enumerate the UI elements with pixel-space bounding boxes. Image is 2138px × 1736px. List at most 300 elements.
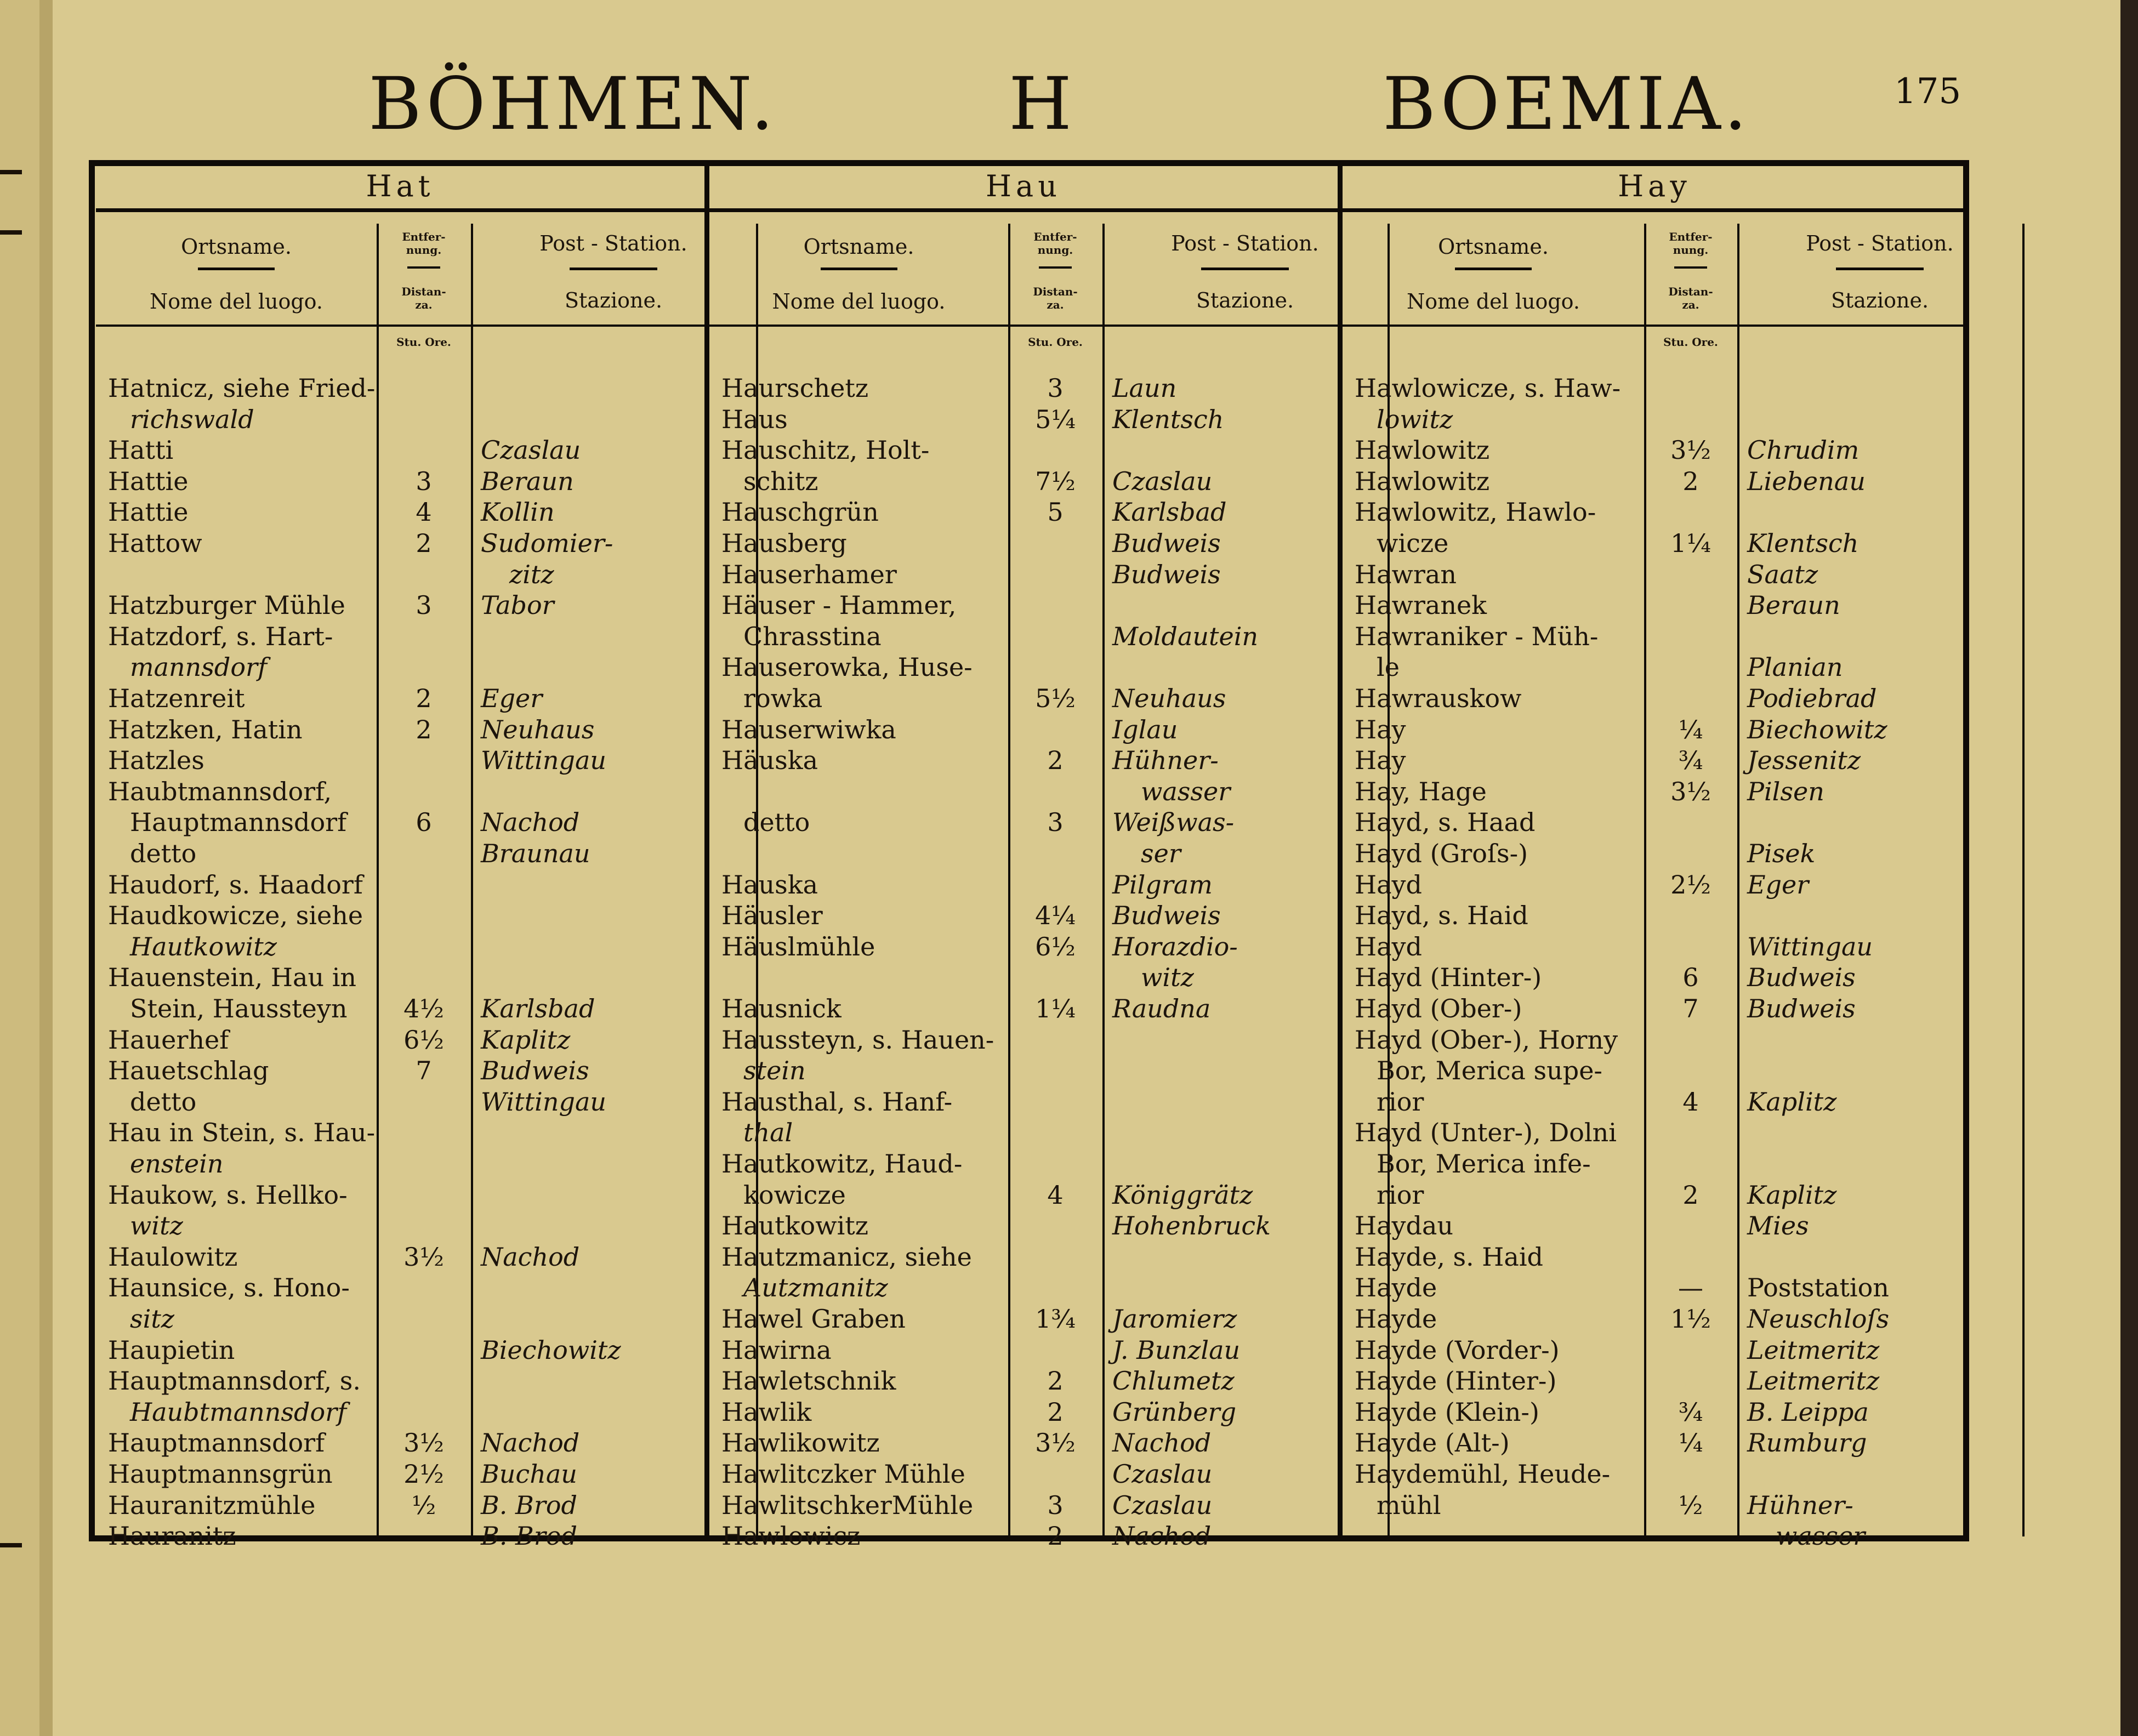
entry-row bbox=[709, 714, 1338, 745]
entry-row bbox=[1343, 993, 1966, 1024]
header-letter: H bbox=[1009, 62, 1076, 146]
place-name: Hawlowitz bbox=[1355, 466, 1490, 496]
post-station: Kaplitz bbox=[1747, 1086, 1837, 1117]
entry-row bbox=[709, 807, 1338, 838]
entry-row bbox=[709, 1086, 1338, 1117]
entry-row bbox=[709, 1055, 1338, 1086]
place-name: Hauptmannsdorf bbox=[130, 807, 347, 838]
entry-row bbox=[1343, 931, 1966, 962]
place-name: Hayde (Hinter-) bbox=[1355, 1366, 1557, 1396]
entry-row bbox=[1343, 497, 1966, 527]
entry-row bbox=[709, 1365, 1338, 1396]
entry-row bbox=[709, 1024, 1338, 1055]
place-name: Hayde, s. Haid bbox=[1355, 1242, 1543, 1272]
entry-row bbox=[1343, 559, 1966, 590]
post-station: zitz bbox=[509, 559, 554, 589]
col-post-it: Stazione. bbox=[1196, 288, 1294, 312]
place-name: detto bbox=[130, 839, 197, 868]
post-station: Czaslau bbox=[1112, 466, 1213, 496]
place-name: Hauptmannsdorf bbox=[108, 1428, 325, 1458]
post-station: Nachod bbox=[481, 807, 580, 838]
distance: 6½ bbox=[1035, 931, 1076, 961]
entry-row bbox=[709, 931, 1338, 962]
entry-row bbox=[96, 1055, 704, 1086]
entry-row bbox=[96, 1427, 704, 1458]
place-name: mannsdorf bbox=[130, 652, 268, 682]
entry-row bbox=[96, 1180, 704, 1210]
place-name: Häuska bbox=[721, 745, 818, 776]
entry-row bbox=[1343, 1304, 1966, 1334]
place-name: Hay, Hage bbox=[1355, 776, 1487, 806]
entry-row bbox=[709, 962, 1338, 993]
entry-row bbox=[96, 1242, 704, 1272]
entry-row bbox=[1343, 714, 1966, 745]
distance: ¼ bbox=[1678, 714, 1703, 744]
place-name: Stein, Haussteyn bbox=[130, 994, 348, 1023]
entry-row bbox=[1343, 435, 1966, 465]
post-station: Neuhaus bbox=[481, 714, 595, 744]
entry-row bbox=[709, 1148, 1338, 1179]
distance: 1¾ bbox=[1035, 1304, 1076, 1334]
entry-row bbox=[709, 1521, 1338, 1551]
section-divider bbox=[704, 163, 709, 1536]
col-dist-it: Distan- za. bbox=[1033, 285, 1078, 311]
entry-row bbox=[1343, 1397, 1966, 1427]
place-name: Hauschgrün bbox=[721, 497, 879, 527]
header-bottom-rule bbox=[1343, 325, 1966, 327]
entry-row bbox=[1343, 1242, 1966, 1272]
col-post-bar bbox=[1201, 267, 1289, 270]
entry-row bbox=[1343, 1272, 1966, 1303]
place-name: Hauserhamer bbox=[721, 559, 897, 589]
title-rule bbox=[1343, 208, 1966, 212]
post-station: Pilsen bbox=[1747, 776, 1824, 806]
place-name: Hayde (Vorder-) bbox=[1355, 1335, 1560, 1365]
entry-row bbox=[96, 1397, 704, 1427]
col-name-de: Ortsname. bbox=[803, 235, 914, 259]
distance: 4 bbox=[1682, 1086, 1699, 1117]
place-name: Haukow, s. Hellko- bbox=[108, 1180, 348, 1210]
place-name: mühl bbox=[1377, 1490, 1441, 1520]
place-name: Hawlowicze, s. Haw- bbox=[1355, 373, 1621, 403]
place-name: Hau in Stein, s. Hau- bbox=[108, 1118, 376, 1148]
place-name: Hayde (Klein-) bbox=[1355, 1397, 1539, 1427]
entry-row bbox=[709, 404, 1338, 435]
entry-row bbox=[96, 1304, 704, 1334]
post-station: Liebenau bbox=[1747, 466, 1866, 496]
entry-row bbox=[1343, 1024, 1966, 1055]
entry-row bbox=[1343, 590, 1966, 621]
place-name: richswald bbox=[130, 404, 254, 434]
place-name: Hawel Graben bbox=[721, 1304, 906, 1334]
post-station: wasser bbox=[1776, 1521, 1866, 1551]
entry-row bbox=[709, 745, 1338, 776]
distance: 7 bbox=[416, 1056, 432, 1086]
distance: 2½ bbox=[403, 1459, 444, 1489]
col-dist-it: Distan- za. bbox=[401, 285, 446, 311]
distance: 1¼ bbox=[1035, 994, 1076, 1023]
distance: 4 bbox=[416, 497, 432, 527]
post-station: Klentsch bbox=[1112, 404, 1224, 434]
place-name: Häuslmühle bbox=[721, 931, 875, 961]
entry-row bbox=[1343, 373, 1966, 403]
entry-row bbox=[1343, 1335, 1966, 1365]
post-station: Tabor bbox=[481, 590, 554, 621]
entry-row bbox=[1343, 404, 1966, 435]
col-name-de: Ortsname. bbox=[181, 235, 292, 259]
place-name: Haussteyn, s. Hauen- bbox=[721, 1024, 994, 1055]
place-name: Hatzles bbox=[108, 745, 204, 776]
entry-row bbox=[96, 1024, 704, 1055]
entry-row bbox=[96, 435, 704, 465]
post-station: Czaslau bbox=[481, 435, 581, 465]
place-name: Hatzken, Hatin bbox=[108, 714, 303, 744]
distance: 3 bbox=[416, 590, 432, 621]
place-name: Bor, Merica supe- bbox=[1377, 1056, 1602, 1086]
post-station: Poststation bbox=[1747, 1273, 1889, 1303]
entry-row bbox=[1343, 776, 1966, 807]
entry-row bbox=[1343, 1086, 1966, 1117]
col-post-bar bbox=[570, 267, 657, 270]
place-name: Haudorf, s. Haadorf bbox=[108, 869, 363, 900]
post-station: Budweis bbox=[1747, 963, 1856, 993]
post-station: Moldautein bbox=[1112, 621, 1259, 651]
col-name-bar bbox=[1455, 267, 1532, 270]
distance: 3½ bbox=[403, 1242, 444, 1272]
place-name: kowicze bbox=[743, 1180, 846, 1210]
entry-row bbox=[96, 1365, 704, 1396]
facing-page-edge bbox=[0, 0, 42, 1736]
distance: 2 bbox=[416, 714, 432, 744]
entry-row bbox=[1343, 1521, 1966, 1551]
place-name: Hauserwiwka bbox=[721, 714, 896, 744]
place-name: Hattow bbox=[108, 528, 202, 558]
place-name: Chrasstina bbox=[743, 621, 882, 651]
entry-row bbox=[1343, 1148, 1966, 1179]
place-name: Hatnicz, siehe Fried- bbox=[108, 373, 376, 403]
distance: 2½ bbox=[1670, 869, 1711, 900]
section-title: Hay bbox=[1618, 169, 1691, 203]
post-station: B. Brod bbox=[481, 1521, 577, 1551]
distance: ½ bbox=[1678, 1490, 1703, 1520]
entry-row bbox=[709, 1397, 1338, 1427]
place-name: Hattie bbox=[108, 466, 189, 496]
place-name: Hausthal, s. Hanf- bbox=[721, 1086, 953, 1117]
col-dist-it: Distan- za. bbox=[1668, 285, 1713, 311]
post-station: Biechowitz bbox=[1747, 714, 1887, 744]
entry-row bbox=[96, 1272, 704, 1303]
place-name: Hayd (Groſs-) bbox=[1355, 839, 1528, 868]
entry-row bbox=[709, 621, 1338, 652]
place-name: Hawranek bbox=[1355, 590, 1487, 621]
entry-row bbox=[96, 404, 704, 435]
col-dist-bar bbox=[1674, 266, 1707, 269]
entry-row bbox=[709, 1117, 1338, 1148]
place-name: Hauptmannsdorf, s. bbox=[108, 1366, 361, 1396]
place-name: schitz bbox=[743, 466, 818, 496]
distance: 5¼ bbox=[1035, 404, 1076, 434]
post-station: Czaslau bbox=[1112, 1490, 1213, 1520]
place-name: Häuser - Hammer, bbox=[721, 590, 957, 621]
distance: ¾ bbox=[1678, 745, 1703, 776]
col-post-de: Post - Station. bbox=[1171, 231, 1319, 255]
entry-row bbox=[1343, 900, 1966, 931]
entry-row bbox=[96, 621, 704, 652]
post-station: Beraun bbox=[1747, 590, 1840, 621]
col-name-it: Nome del luogo. bbox=[1407, 289, 1580, 314]
post-station: Podiebrad bbox=[1747, 684, 1877, 713]
entry-row bbox=[709, 1335, 1338, 1365]
entry-row bbox=[1343, 621, 1966, 652]
place-name: Hattie bbox=[108, 497, 189, 527]
column-rule bbox=[2022, 224, 2025, 1536]
col-post-de: Post - Station. bbox=[1806, 231, 1954, 255]
post-station: Eger bbox=[481, 684, 543, 713]
section-hay bbox=[1343, 163, 1966, 1551]
place-name: sitz bbox=[130, 1304, 175, 1334]
post-station: wasser bbox=[1141, 776, 1231, 806]
entry-row bbox=[96, 714, 704, 745]
place-name: Hawletschnik bbox=[721, 1366, 896, 1396]
place-name: Hawlowitz, Hawlo- bbox=[1355, 497, 1596, 527]
place-name: Hayd (Hinter-) bbox=[1355, 963, 1542, 993]
post-station: Biechowitz bbox=[481, 1335, 621, 1365]
entry-row bbox=[1343, 807, 1966, 838]
post-station: Karlsbad bbox=[481, 994, 595, 1023]
place-name: Autzmanitz bbox=[743, 1273, 888, 1303]
place-name: Hautkowitz bbox=[130, 931, 277, 961]
post-station: Jaromierz bbox=[1112, 1304, 1237, 1334]
place-name: Hay bbox=[1355, 714, 1406, 744]
entry-row bbox=[1343, 652, 1966, 682]
place-name: Haubtmannsdorf, bbox=[108, 776, 332, 806]
distance: 1¼ bbox=[1670, 528, 1711, 558]
col-post-it: Stazione. bbox=[564, 288, 663, 312]
distance: 3 bbox=[1047, 1490, 1064, 1520]
entry-row bbox=[709, 1242, 1338, 1272]
post-station: Klentsch bbox=[1747, 528, 1859, 558]
entry-row bbox=[1343, 1365, 1966, 1396]
post-station: B. Leippa bbox=[1747, 1397, 1869, 1427]
place-name: Hawlowitz bbox=[1355, 435, 1490, 465]
distance: 2 bbox=[1047, 1397, 1064, 1427]
post-station: Czaslau bbox=[1112, 1459, 1213, 1489]
col-dist-unit: Stu. Ore. bbox=[396, 335, 451, 349]
post-station: Hühner- bbox=[1747, 1490, 1853, 1520]
distance: ½ bbox=[411, 1490, 436, 1520]
entry-row bbox=[96, 652, 704, 682]
place-name: Hautkowitz bbox=[721, 1211, 869, 1241]
place-name: Hawirna bbox=[721, 1335, 832, 1365]
col-name-it: Nome del luogo. bbox=[772, 289, 946, 314]
entry-row bbox=[709, 590, 1338, 621]
title-rule bbox=[96, 208, 704, 212]
post-station: witz bbox=[1141, 963, 1194, 993]
entry-row bbox=[1343, 838, 1966, 869]
post-station: Karlsbad bbox=[1112, 497, 1227, 527]
entry-row bbox=[1343, 1427, 1966, 1458]
distance: 3 bbox=[416, 466, 432, 496]
post-station: Iglau bbox=[1112, 714, 1178, 744]
post-station: Buchau bbox=[481, 1459, 577, 1489]
post-station: Hohenbruck bbox=[1112, 1211, 1271, 1241]
post-station: Kollin bbox=[481, 497, 555, 527]
post-station: Neuschloſs bbox=[1747, 1304, 1890, 1334]
place-name: Hawlowicz bbox=[721, 1521, 861, 1551]
post-station: Leitmeritz bbox=[1747, 1335, 1880, 1365]
place-name: Haudkowicze, siehe bbox=[108, 901, 363, 931]
place-name: Hatzdorf, s. Hart- bbox=[108, 621, 333, 651]
entry-row bbox=[1343, 528, 1966, 559]
distance: 4 bbox=[1047, 1180, 1064, 1210]
entry-row bbox=[96, 1148, 704, 1179]
place-name: rior bbox=[1377, 1086, 1424, 1117]
section-title: Hat bbox=[366, 169, 435, 203]
place-name: Hatti bbox=[108, 435, 174, 465]
distance: 2 bbox=[1682, 1180, 1699, 1210]
distance: 3½ bbox=[1035, 1428, 1076, 1458]
place-name: Hawlikowitz bbox=[721, 1428, 880, 1458]
entry-row bbox=[96, 528, 704, 559]
entry-row bbox=[1343, 962, 1966, 993]
post-station: Braunau bbox=[481, 839, 590, 868]
entry-row bbox=[96, 559, 704, 590]
post-station: Laun bbox=[1112, 373, 1177, 403]
place-name: Bor, Merica infe- bbox=[1377, 1149, 1591, 1179]
place-name: Hayde bbox=[1355, 1273, 1437, 1303]
entry-row bbox=[1343, 745, 1966, 776]
place-name: HawlitschkerMühle bbox=[721, 1490, 974, 1520]
title-rule bbox=[709, 208, 1338, 212]
col-name-bar bbox=[198, 267, 275, 270]
place-name: Hauptmannsgrün bbox=[108, 1459, 333, 1489]
post-station: Kaplitz bbox=[481, 1024, 571, 1055]
place-name: Hayd bbox=[1355, 869, 1422, 900]
entry-row bbox=[96, 1521, 704, 1551]
header-bottom-rule bbox=[96, 325, 704, 327]
post-station: Jessenitz bbox=[1747, 745, 1861, 776]
place-name: Hayd (Ober-) bbox=[1355, 994, 1522, 1023]
entry-row bbox=[96, 962, 704, 993]
col-dist-bar bbox=[1039, 266, 1072, 269]
header-bottom-rule bbox=[709, 325, 1338, 327]
page-edge bbox=[2120, 0, 2138, 1736]
entry-row bbox=[96, 776, 704, 807]
place-name: Hawlitczker Mühle bbox=[721, 1459, 965, 1489]
section-title: Hau bbox=[985, 169, 1062, 203]
distance: 2 bbox=[1047, 745, 1064, 776]
place-name: Haupietin bbox=[108, 1335, 235, 1365]
entry-row bbox=[1343, 1459, 1966, 1489]
col-name-bar bbox=[821, 267, 897, 270]
entry-row bbox=[709, 869, 1338, 900]
entry-row bbox=[709, 1459, 1338, 1489]
place-name: Hawraniker - Müh- bbox=[1355, 621, 1599, 651]
distance: 3½ bbox=[1670, 776, 1711, 806]
post-station: Pilgram bbox=[1112, 869, 1213, 900]
distance: 6 bbox=[1682, 963, 1699, 993]
entry-row bbox=[709, 993, 1338, 1024]
entry-row bbox=[96, 745, 704, 776]
post-station: B. Brod bbox=[481, 1490, 577, 1520]
section-hat bbox=[96, 163, 704, 1551]
post-station: Nachod bbox=[1112, 1428, 1212, 1458]
place-name: Hausnick bbox=[721, 994, 841, 1023]
place-name: Hayd, s. Haad bbox=[1355, 807, 1536, 838]
place-name: Hautkowitz, Haud- bbox=[721, 1149, 963, 1179]
col-dist-de: Entfer- nung. bbox=[402, 230, 446, 257]
post-station: Planian bbox=[1747, 652, 1843, 682]
entry-row bbox=[709, 497, 1338, 527]
place-name: Hawlik bbox=[721, 1397, 812, 1427]
place-name: Hatzenreit bbox=[108, 684, 245, 713]
entry-row bbox=[1343, 1180, 1966, 1210]
place-name: Hayd (Unter-), Dolni bbox=[1355, 1118, 1617, 1148]
distance: 4¼ bbox=[1035, 901, 1076, 931]
place-name: Hayd (Ober-), Horny bbox=[1355, 1024, 1618, 1055]
post-station: Pisek bbox=[1747, 839, 1816, 868]
place-name: Haunsice, s. Hono- bbox=[108, 1273, 350, 1303]
place-name: lowitz bbox=[1377, 404, 1453, 434]
entry-row bbox=[709, 652, 1338, 682]
post-station: Königgrätz bbox=[1112, 1180, 1253, 1210]
place-name: Haus bbox=[721, 404, 788, 434]
distance: 7 bbox=[1682, 994, 1699, 1023]
entry-row bbox=[709, 435, 1338, 465]
entry-row bbox=[1343, 466, 1966, 497]
entry-row bbox=[96, 869, 704, 900]
distance: 3½ bbox=[403, 1428, 444, 1458]
entry-row bbox=[709, 900, 1338, 931]
post-station: Weißwas- bbox=[1112, 807, 1235, 838]
col-dist-bar bbox=[407, 266, 440, 269]
entry-row bbox=[96, 1086, 704, 1117]
col-dist-de: Entfer- nung. bbox=[1033, 230, 1077, 257]
col-dist-unit: Stu. Ore. bbox=[1028, 335, 1083, 349]
post-station: Mies bbox=[1747, 1211, 1809, 1241]
place-name: enstein bbox=[130, 1149, 224, 1179]
page-gutter bbox=[39, 0, 53, 1736]
place-name: Hauschitz, Holt- bbox=[721, 435, 930, 465]
post-station: Nachod bbox=[481, 1428, 580, 1458]
entry-row bbox=[96, 1210, 704, 1241]
post-station: Wittingau bbox=[481, 745, 606, 776]
col-dist-de: Entfer- nung. bbox=[1669, 230, 1713, 257]
entry-row bbox=[1343, 1117, 1966, 1148]
entry-row bbox=[96, 1335, 704, 1365]
place-name: detto bbox=[743, 807, 810, 838]
place-name: Hatzburger Mühle bbox=[108, 590, 345, 621]
post-station: Budweis bbox=[481, 1056, 589, 1086]
post-station: Chlumetz bbox=[1112, 1366, 1235, 1396]
place-name: Hauranitzmühle bbox=[108, 1490, 316, 1520]
place-name: Hayd, s. Haid bbox=[1355, 901, 1528, 931]
entry-row bbox=[709, 1427, 1338, 1458]
place-name: Hawran bbox=[1355, 559, 1457, 589]
distance: 6 bbox=[416, 807, 432, 838]
place-name: Hausberg bbox=[721, 528, 847, 558]
distance: 2 bbox=[1047, 1521, 1064, 1551]
distance: 3½ bbox=[1670, 435, 1711, 465]
post-station: Budweis bbox=[1112, 559, 1221, 589]
distance: ¾ bbox=[1678, 1397, 1703, 1427]
distance: 4½ bbox=[403, 994, 444, 1023]
post-station: Budweis bbox=[1112, 528, 1221, 558]
distance: 5 bbox=[1047, 497, 1064, 527]
col-post-bar bbox=[1836, 267, 1924, 270]
entry-row bbox=[96, 1490, 704, 1521]
place-name: rior bbox=[1377, 1180, 1424, 1210]
